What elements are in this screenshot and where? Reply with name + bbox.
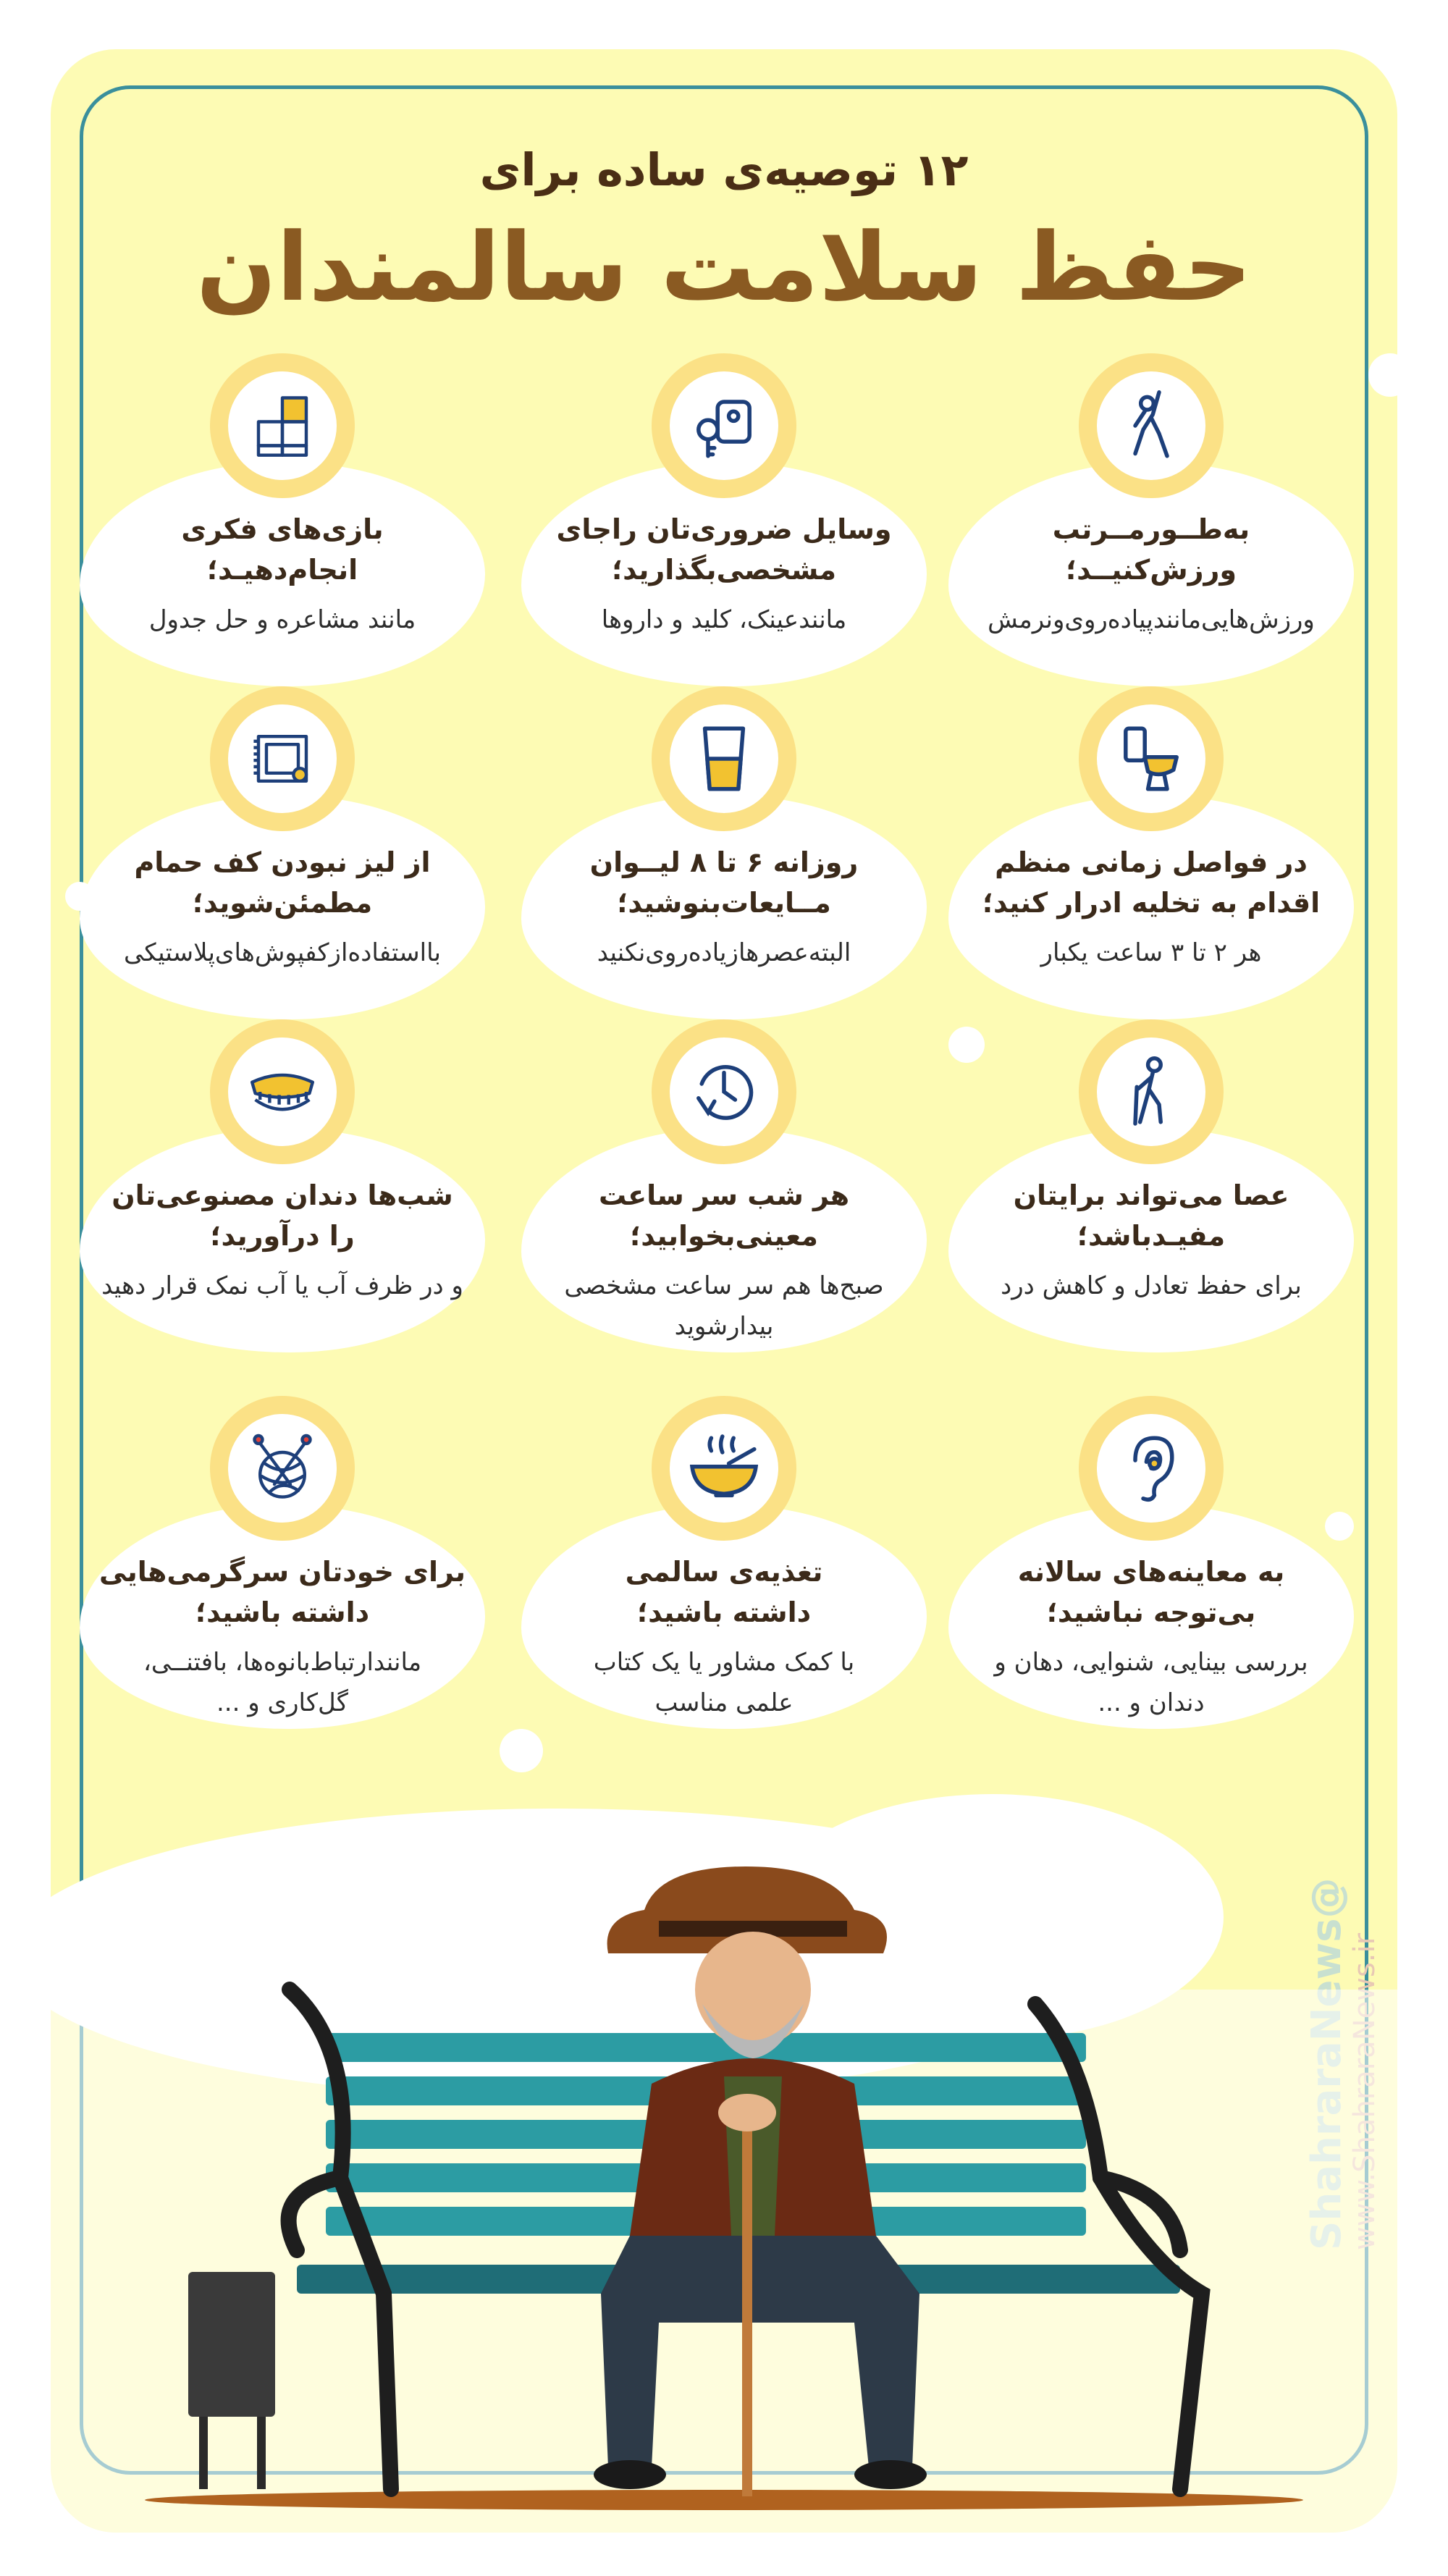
tip-heading: بی‌توجه نباشید؛ — [1046, 1596, 1256, 1628]
elderly-man-bench-illustration — [51, 1772, 1397, 2533]
tip-heading: عصا می‌تواند برایتان — [1013, 1179, 1289, 1211]
walking-cane-icon — [1079, 1019, 1224, 1164]
tip-heading: هر شب سر ساعت — [598, 1179, 850, 1211]
tip-detail: بررسی بینایی، شنوایی، دهان و — [994, 1648, 1308, 1677]
tip-heading: مطمئن‌شوید؛ — [192, 887, 373, 919]
tip-detail: و در ظرف آب یا آب نمک قرار دهید — [101, 1271, 463, 1300]
tip-detail: علمی مناسب — [654, 1688, 794, 1717]
tip-heading: از لیز نبودن کف حمام — [134, 846, 431, 878]
tip-heading: شب‌ها دندان مصنوعی‌تان — [111, 1179, 453, 1211]
tip-heading: در فواصل زمانی منظم — [995, 846, 1308, 878]
tip-card — [521, 1396, 927, 1743]
tip-detail: هر ۲ تا ۳ ساعت یکبار — [1040, 938, 1262, 967]
tip-detail: مانندعینک، کلید و داروها — [601, 605, 847, 634]
tip-detail: مانند مشاعره و حل جدول — [148, 605, 416, 634]
tip-heading: به‌طــورمــرتب — [1052, 513, 1250, 545]
tip-heading: مفیـدباشد؛ — [1077, 1220, 1226, 1252]
tip-heading: ورزش‌کنیــد؛ — [1065, 554, 1237, 586]
tip-detail: برای حفظ تعادل و کاهش درد — [1001, 1271, 1302, 1300]
tip-detail: ورزش‌هایی‌مانندپیاده‌روی‌ونرمش — [988, 605, 1315, 634]
tip-heading: مــایعات‌بنوشید؛ — [617, 887, 831, 919]
tip-card — [80, 1019, 485, 1367]
tip-detail: مانندارتباط‌بانوه‌ها، بافتنــی، — [143, 1648, 422, 1677]
dentures-icon — [210, 1019, 355, 1164]
tip-card — [80, 1396, 485, 1743]
tip-heading: معینی‌بخوابید؛ — [630, 1220, 818, 1252]
tip-card — [521, 1019, 927, 1367]
infographic-poster — [51, 49, 1397, 2533]
tip-detail: گل‌کاری و ... — [216, 1688, 348, 1717]
title-subheading: ۱۲ توصیه‌ی ساده برای — [479, 143, 969, 196]
watermark-handle: @ News — [1303, 1877, 1350, 2042]
ear-icon — [1079, 1396, 1224, 1541]
tip-heading: داشته باشید؛ — [636, 1596, 812, 1628]
tip-detail: البته‌عصرهازیاده‌روی‌نکنید — [597, 938, 851, 967]
tip-heading: اقدام به تخلیه ادرار کنید؛ — [982, 887, 1321, 919]
tip-card — [948, 686, 1354, 1034]
bubble-decoration — [1368, 353, 1397, 397]
tip-card — [80, 353, 485, 701]
puzzle-icon — [210, 353, 355, 498]
page-title: حفظ سلامت سالمندان — [196, 212, 1252, 322]
tip-detail: با کمک مشاور یا یک کتاب — [593, 1648, 855, 1677]
tip-card — [948, 1396, 1354, 1743]
tip-detail: بااستفاده‌ازکفپوش‌های‌پلاستیکی — [124, 938, 441, 967]
glass-icon — [652, 686, 796, 831]
tip-heading: مشخصی‌بگذارید؛ — [611, 554, 837, 586]
tip-detail: دندان و ... — [1098, 1688, 1205, 1717]
tip-heading: را درآورید؛ — [210, 1220, 355, 1252]
tip-heading: برای خودتان سرگرمی‌هایی — [99, 1556, 466, 1588]
tip-heading: روزانه ۶ تا ۸ لیــوان — [589, 846, 859, 878]
tip-heading: انجام‌دهیـد؛ — [206, 554, 358, 586]
keys-icon — [652, 353, 796, 498]
tip-card — [521, 353, 927, 701]
tip-heading: تغذیه‌ی سالمی — [625, 1556, 823, 1588]
tip-card — [948, 1019, 1354, 1367]
exercise-icon — [1079, 353, 1224, 498]
tip-card — [80, 686, 485, 1034]
soup-bowl-icon — [652, 1396, 796, 1541]
bath-mat-icon — [210, 686, 355, 831]
tip-heading: وسایل ضروری‌تان راجای — [556, 513, 892, 545]
tip-heading: بازی‌های فکری — [181, 513, 384, 545]
tip-heading: داشته باشید؛ — [195, 1596, 370, 1628]
tip-heading: به معاینه‌های سالانه — [1017, 1556, 1285, 1588]
tip-card — [521, 686, 927, 1034]
toilet-icon — [1079, 686, 1224, 831]
yarn-ball-icon — [210, 1396, 355, 1541]
tip-detail: صبح‌ها هم سر ساعت مشخصی — [564, 1271, 884, 1300]
tip-card — [948, 353, 1354, 701]
tip-detail: بیدارشوید — [674, 1312, 774, 1341]
clock-icon — [652, 1019, 796, 1164]
